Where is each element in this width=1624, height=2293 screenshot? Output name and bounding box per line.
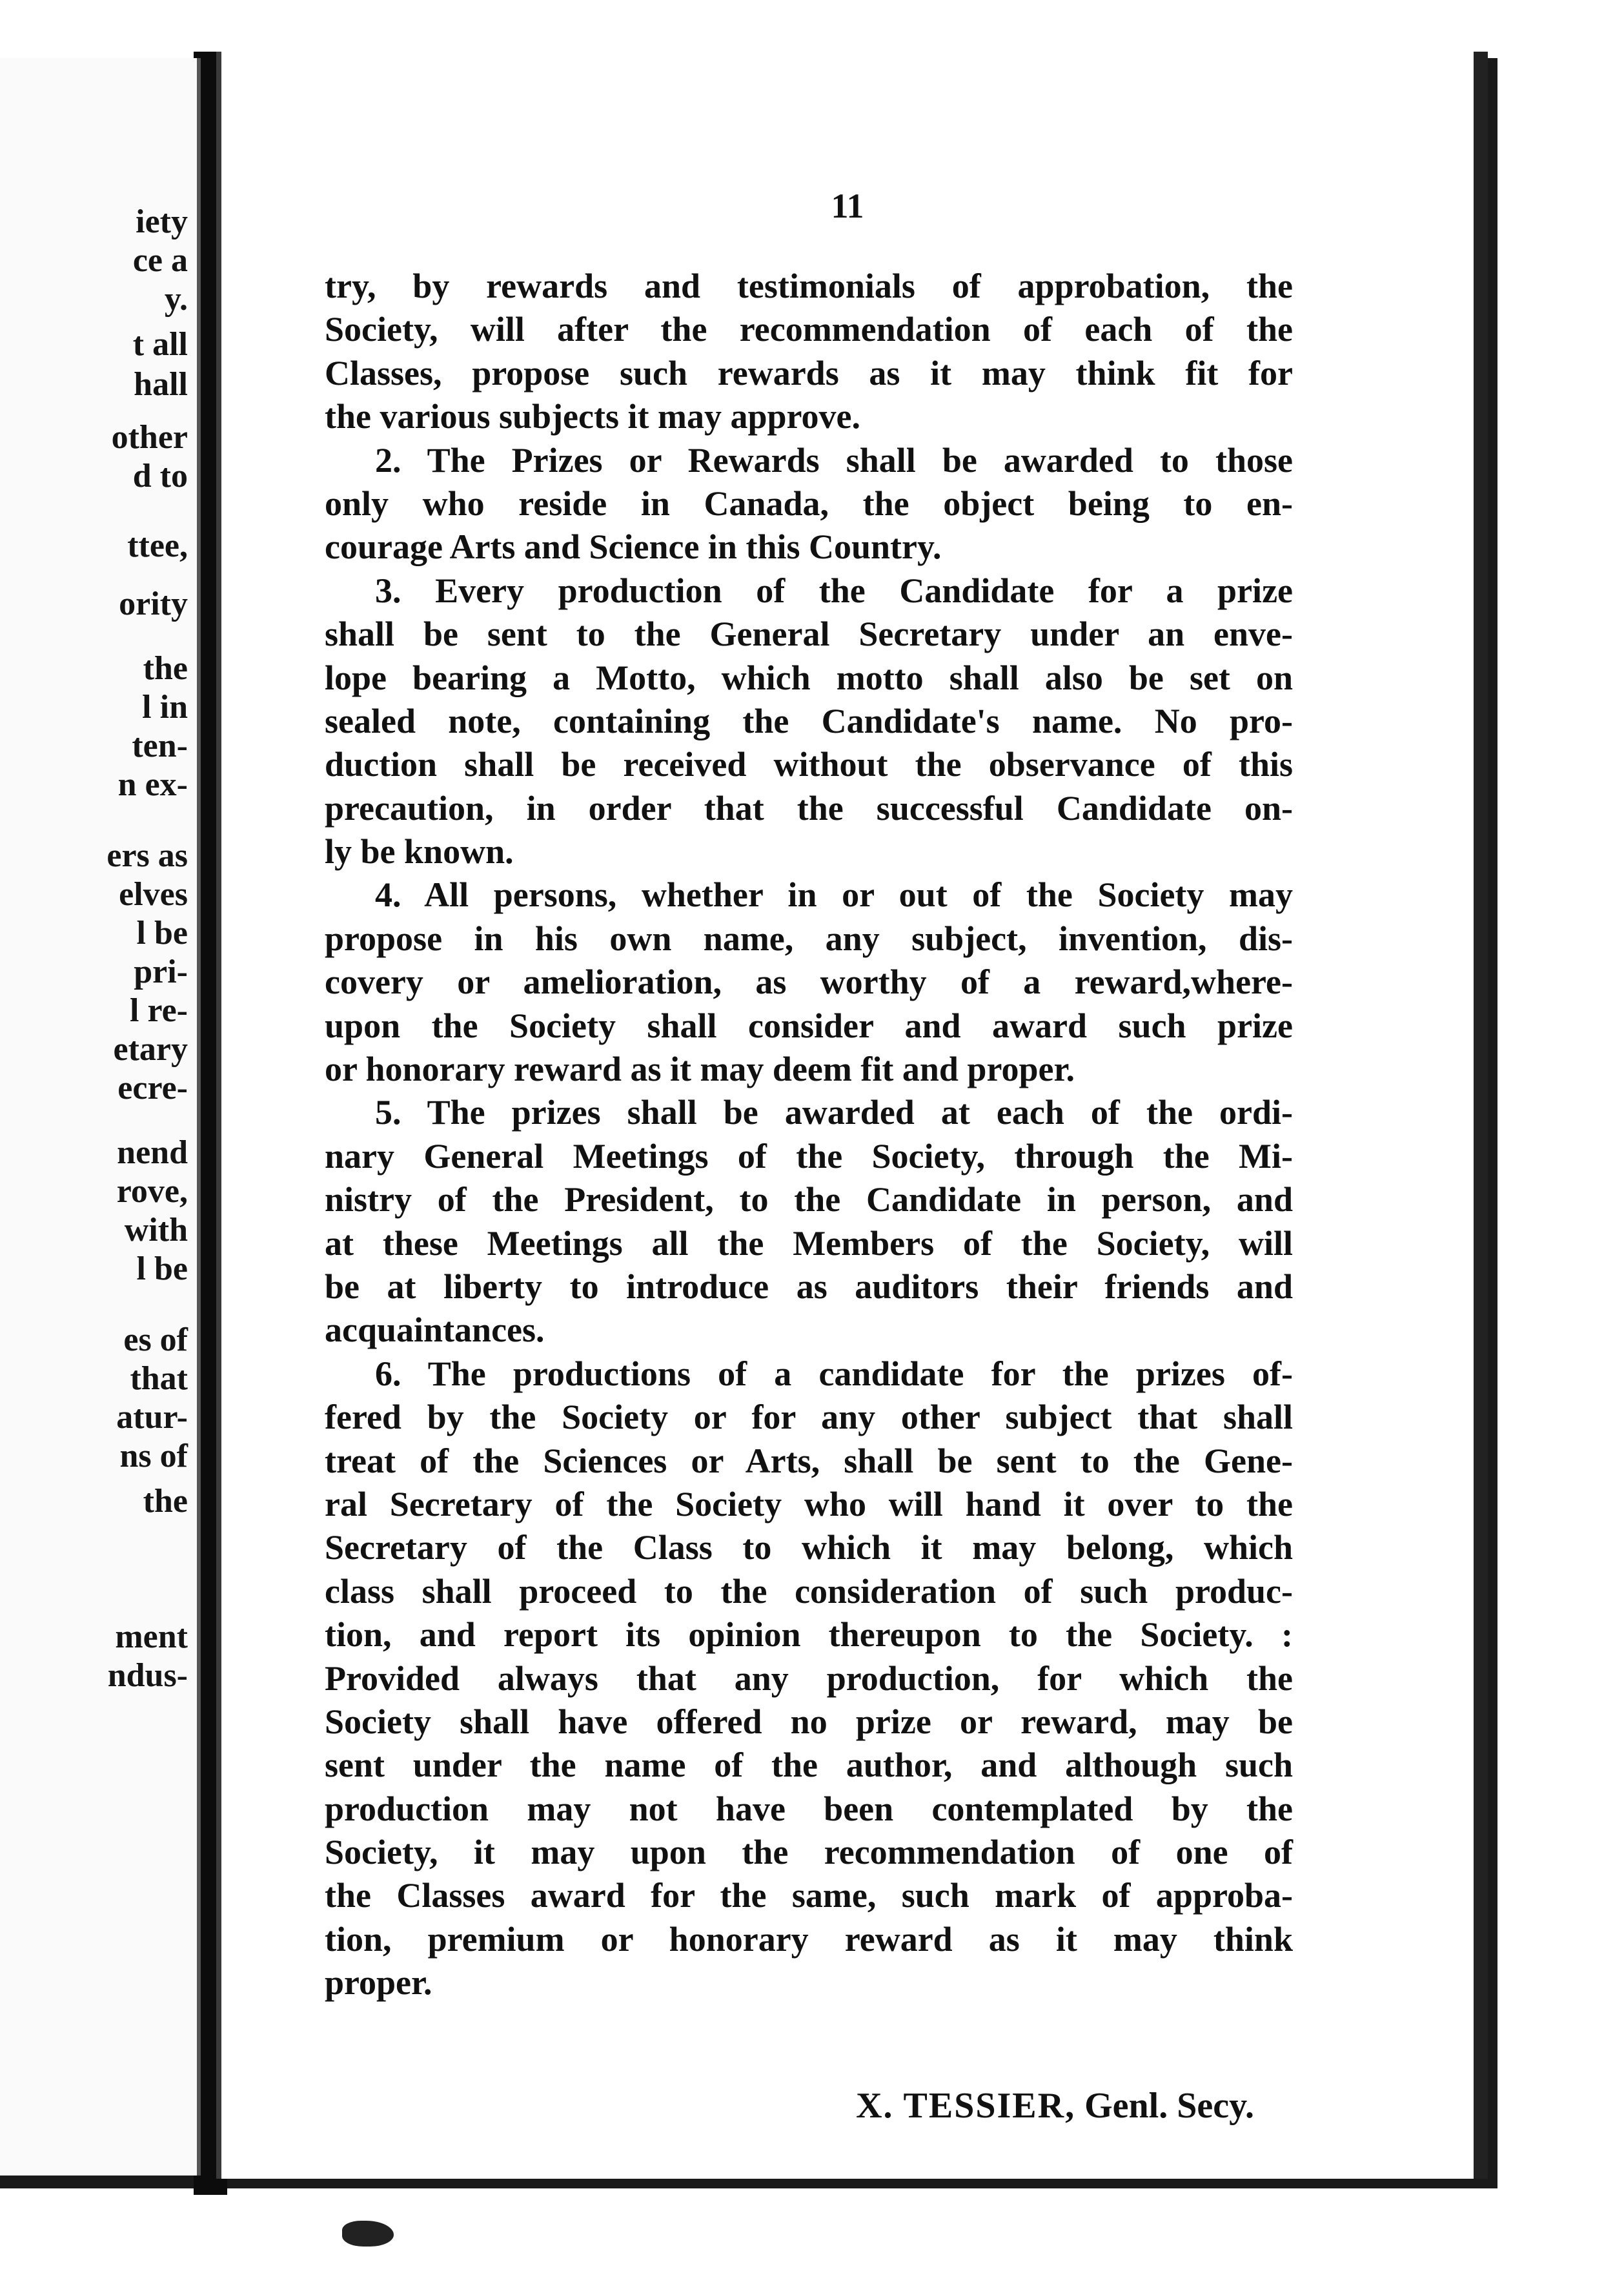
text-line: fered by the Society or for any other subject that shall [325,1398,1293,1437]
left-page-text-fragment: ers as [107,837,188,874]
left-page-text-fragment: iety [136,203,188,240]
signature [856,2085,1254,2126]
left-page-fragment [0,58,201,2176]
page-number: 11 [831,187,864,225]
text-line: at these Meetings all the Members of the Society, will [325,1223,1293,1263]
text-line: treat of the Sciences or Arts, shall be sent to the Gene- [325,1441,1293,1480]
left-page-text-fragment: that [130,1360,188,1397]
body-text [325,265,1293,2005]
text-line: duction shall be received without the observance of this [325,745,1293,784]
left-page-text-fragment: hall [134,366,188,403]
text-line: sent under the name of the author, and although such [325,1746,1293,1785]
left-page-text-fragment: l in [142,689,188,726]
left-page-text-fragment: rove, [116,1173,188,1210]
text-line: 3. Every production of the Candidate for a prize [375,571,1293,610]
text-line: nary General Meetings of the Society, through the Mi- [325,1136,1293,1176]
left-page-text-fragment: ndus- [107,1657,188,1694]
left-page-text-fragment: ecre- [117,1070,188,1106]
text-line: lope bearing a Motto, which motto shall also be set on [325,658,1293,697]
text-line: sealed note, containing the Candidate's name. No pro- [325,701,1293,740]
text-line: propose in his own name, any subject, invention, dis- [325,919,1293,958]
left-page-text-fragment: ment [115,1618,188,1655]
text-line: Provided always that any production, for which the [325,1658,1293,1698]
text-line: 6. The productions of a candidate for the prizes of- [375,1354,1293,1393]
text-line: Secretary of the Class to which it may belong, which [325,1528,1293,1567]
text-line: Society shall have offered no prize or reward, may be [325,1702,1293,1741]
text-line: 2. The Prizes or Rewards shall be awarded to those [375,440,1293,480]
left-page-text-fragment: t all [132,326,188,363]
page [216,52,1488,2179]
text-line: acquaintances. [325,1310,545,1350]
left-page-text-fragment: l be [136,1250,188,1287]
left-page-text-fragment: d to [132,458,188,494]
left-page-text-fragment: l be [136,915,188,952]
text-line: only who reside in Canada, the object being to en- [325,484,1293,523]
text-line: tion, and report its opinion thereupon to the Society. : [325,1615,1293,1655]
left-page-text-fragment: es of [123,1321,188,1358]
text-line: be at liberty to introduce as auditors their friends and [325,1267,1293,1306]
text-line: nistry of the President, to the Candidate in person, and [325,1180,1293,1219]
text-line: the various subjects it may approve. [325,397,860,436]
text-line: try, by rewards and testimonials of approbation, the [325,267,1293,305]
text-line: Society, it may upon the recommendation of one of [325,1833,1293,1872]
left-page-text-fragment: with [124,1212,188,1248]
signature-name: X. TESSIER, [856,2086,1076,2126]
text-line: precaution, in order that the successful Candidate on- [325,788,1293,828]
text-line: the Classes award for the same, such mark of approba- [325,1876,1293,1915]
left-page-text-fragment: y. [164,281,188,318]
text-line: ral Secretary of the Society who will hand it over to the [325,1484,1293,1524]
left-page-text-fragment: ns of [119,1438,188,1474]
text-line: ly be known. [325,832,514,871]
left-page-text-fragment: pri- [134,953,188,990]
text-line: Society, will after the recommendation of each of the [325,310,1293,349]
scan-background-top [0,0,1624,58]
ink-blot [342,2221,394,2247]
text-line: class shall proceed to the consideration of such produc- [325,1571,1293,1611]
left-page-text-fragment: other [111,419,188,456]
text-line: upon the Society shall consider and award such prize [325,1006,1293,1045]
text-line: tion, premium or honorary reward as it may think [325,1919,1293,1959]
left-page-text-fragment: ttee, [127,527,188,564]
text-line: courage Arts and Science in this Country. [325,527,942,567]
text-line: production may not have been contemplated by the [325,1789,1293,1828]
left-page-text-fragment: ority [119,586,188,622]
text-line: covery or amelioration, as worthy of a reward,where- [325,963,1293,1002]
text-line: proper. [325,1963,432,2003]
text-line: Classes, propose such rewards as it may think fit for [325,353,1293,392]
left-page-text-fragment: ten- [132,728,188,764]
left-page-text-fragment: l re- [130,992,188,1029]
scan-background-right [1497,0,1624,2293]
text-line: 5. The prizes shall be awarded at each of the ordi- [375,1093,1293,1132]
text-line: 4. All persons, whether in or out of the Society may [375,875,1293,915]
left-page-text-fragment: n ex- [117,766,188,803]
left-page-text-fragment: the [143,650,188,687]
signature-title: Genl. Secy. [1084,2086,1254,2126]
text-line: or honorary reward as it may deem fit and proper. [325,1050,1075,1089]
left-page-text-fragment: etary [113,1031,188,1068]
left-page-text-fragment: atur- [116,1399,188,1436]
left-page-text-fragment: ce a [132,242,188,279]
left-page-text-fragment: the [143,1483,188,1520]
scan-background-bottom [0,2188,1624,2293]
left-page-text-fragment: nend [117,1134,188,1171]
left-page-text-fragment: elves [119,876,188,913]
text-line: shall be sent to the General Secretary under an enve- [325,615,1293,654]
